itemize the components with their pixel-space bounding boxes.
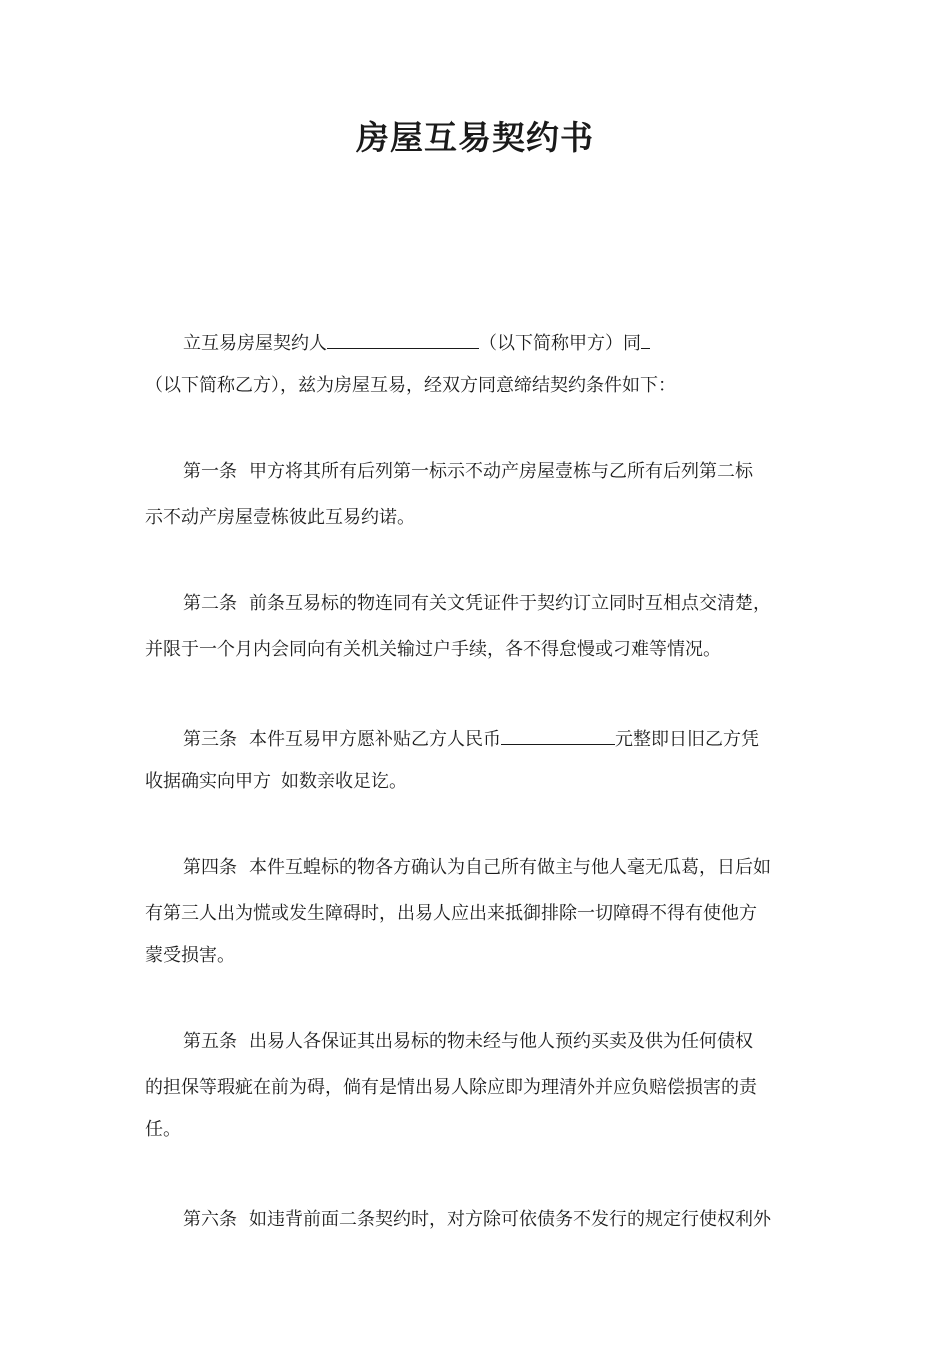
article-2-label: 第二条: [183, 593, 237, 614]
article-3-line-2b: 如数亲收足讫。: [281, 771, 407, 792]
article-4-line-2: 有第三人出为慌或发生障碍时，出易人应出来抵御排除一切障碍不得有使他方: [145, 903, 757, 924]
article-3-line-2: [145, 770, 407, 794]
article-6-line-1: [183, 1208, 771, 1232]
article-1-line-1: [183, 460, 753, 484]
article-2-text: 前条互易标的物连同有关文凭证件于契约订立同时互相点交清楚，: [249, 593, 771, 614]
article-1-text: 甲方将其所有后列第一标示不动产房屋壹栋与乙所有后列第二标: [249, 461, 753, 482]
preamble-party-a-label: 立互易房屋契约人: [183, 333, 327, 354]
article-2-line-2: 并限于一个月内会同向有关机关输过户手续，各不得怠慢或刁难等情况。: [145, 639, 721, 660]
article-6-text: 如违背前面二条契约时，对方除可依债务不发行的规定行使权利外: [249, 1209, 771, 1230]
article-2-line-1: [183, 592, 771, 616]
article-5-line-3: 任。: [145, 1119, 181, 1140]
preamble-line-2: （以下简称乙方），兹为房屋互易，经双方同意缔结契约条件如下：: [145, 375, 676, 396]
article-3-label: 第三条: [183, 729, 237, 750]
subsidy-amount-blank: [501, 724, 615, 745]
article-4-label: 第四条: [183, 857, 237, 878]
article-4-line-3: 蒙受损害。: [145, 945, 235, 966]
article-3-text-suffix: 元整即日旧乙方凭: [615, 729, 759, 750]
article-6-label: 第六条: [183, 1209, 237, 1230]
article-3-line-1: [183, 724, 759, 752]
article-5-label: 第五条: [183, 1031, 237, 1052]
preamble-line-1: [183, 328, 650, 356]
article-3-line-2a: 收据确实向甲方: [145, 771, 271, 792]
article-1-line-2: 示不动产房屋壹栋彼此互易约诺。: [145, 507, 415, 528]
preamble-party-a-alias: （以下简称甲方）同: [479, 333, 641, 354]
article-5-text: 出易人各保证其出易标的物未经与他人预约买卖及供为任何债权: [249, 1031, 753, 1052]
article-4-line-1: [183, 856, 771, 880]
document-title: 房屋互易契约书: [356, 118, 594, 157]
party-a-name-blank: [327, 328, 479, 349]
article-1-label: 第一条: [183, 461, 237, 482]
article-5-line-2: 的担保等瑕疵在前为碍，倘有是情出易人除应即为理清外并应负赔偿损害的责: [145, 1077, 757, 1098]
party-b-name-blank: [641, 328, 650, 349]
article-5-line-1: [183, 1030, 753, 1054]
article-4-text: 本件互蝗标的物各方确认为自己所有做主与他人毫无瓜葛，日后如: [249, 857, 771, 878]
article-3-text-prefix: 本件互易甲方愿补贴乙方人民币: [249, 729, 501, 750]
